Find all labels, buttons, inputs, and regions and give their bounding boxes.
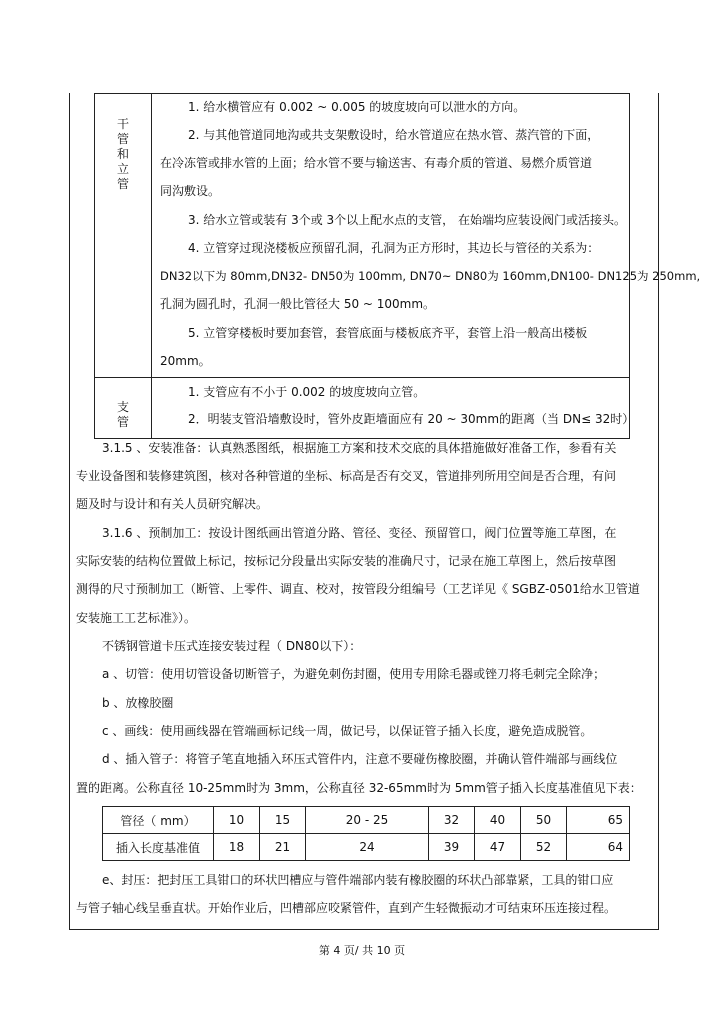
body-line: 不锈钢管道卡压式连接安装过程（ DN80以下）：: [102, 639, 362, 653]
body-line: 与管子轴心线呈垂直状。开始作业后，凹槽部应咬紧管件，直到产生轻微振动才可结束环压连接过程。: [76, 901, 617, 915]
trunk-line: 在冷冻管或排水管的上面；给水管不要与输送害、有毒介质的管道、易燃介质管道: [160, 156, 593, 170]
vertical-label-char: 管: [116, 132, 129, 146]
trunk-label: [113, 117, 133, 192]
table-header-cell: 50: [521, 807, 567, 834]
branch-line: 2．明装支管沿墙敷设时，管外皮距墙面应有 20 ~ 30mm的距离（当 DN≤ 32时）: [188, 412, 635, 426]
vertical-label-char: 干: [116, 117, 129, 131]
row-divider: [95, 377, 629, 378]
body-line: 实际安装的结构位置做上标记，按标记分段量出实际安装的准确尺寸，记录在施工草图上，然后按草图: [76, 554, 617, 568]
table-header-cell: 32: [428, 807, 474, 834]
branch-line: 1. 支管应有不小于 0.002 的坡度坡向立管。: [188, 385, 426, 399]
trunk-line: 4. 立管穿过现浇楼板应预留孔洞，孔洞为正方形时，其边长与管径的关系为：: [188, 241, 600, 255]
table-cell: 21: [260, 834, 306, 861]
table-cell: 18: [214, 834, 260, 861]
body-line: c 、画线：使用画线器在管端画标记线一周，做记号，以保证管子插入长度，避免造成脱管。: [102, 724, 593, 738]
table-header-cell: 65: [567, 807, 630, 834]
body-line: 安装施工工艺标准》）。: [76, 611, 197, 625]
vertical-label-char: 管: [116, 415, 129, 429]
table-cell: 52: [521, 834, 567, 861]
body-line: b 、放橡胶圈: [102, 696, 174, 710]
table-cell: 47: [474, 834, 520, 861]
table-cell: 24: [306, 834, 429, 861]
body-line: e、封压：把封压工具钳口的环状凹槽应与管件端部内装有橡胶圈的环状凸部靠紧，工具的钳口应: [102, 873, 614, 887]
table-header-cell: 15: [260, 807, 306, 834]
body-line: 置的距离。公称直径 10-25mm时为 3mm，公称直径 32-65mm时为 5mm管子插入长度基准值见下表：: [76, 781, 642, 795]
page-footer: 第 4 页/ 共 10 页: [318, 944, 406, 957]
insertion-length-table: [102, 806, 630, 861]
vertical-label-char: 管: [116, 177, 129, 191]
table-header-cell: 20 - 25: [306, 807, 429, 834]
trunk-line: 孔洞为圆孔时，孔洞一般比管径大 50 ~ 100mm。: [160, 297, 436, 311]
body-line: 专业设备图和装修建筑图，核对各种管道的坐标、标高是否有交叉，管道排列所用空间是否合理，有问: [76, 469, 617, 483]
column-divider: [151, 94, 152, 438]
trunk-line: 3. 给水立管或装有 3个或 3个以上配水点的支管， 在始端均应装设阀门或活接头。: [188, 213, 626, 227]
table-cell: 39: [428, 834, 474, 861]
vertical-label-char: 立: [116, 162, 129, 176]
trunk-line: 同沟敷设。: [160, 184, 221, 198]
body-line: 3.1.6 、预制加工：按设计图纸画出管道分路、管径、变径、预留管口，阀门位置等施工草图，在: [102, 526, 617, 540]
table-header-cell: 管径（ mm）: [103, 807, 214, 834]
table-cell: 64: [567, 834, 630, 861]
table-row: [103, 807, 630, 834]
vertical-label-char: 支: [116, 400, 129, 414]
table-row: [103, 834, 630, 861]
table-cell: 插入长度基准值: [103, 834, 214, 861]
trunk-line: DN32以下为 80mm,DN32- DN50为 100mm, DN70~ DN80为 160mm,DN100- DN125为 250mm,: [160, 269, 701, 283]
body-line: d 、插入管子：将管子笔直地插入环压式管件内，注意不要碰伤橡胶圈，并确认管件端部与画线位: [102, 752, 618, 766]
trunk-line: 5. 立管穿楼板时要加套管，套管底面与楼板底齐平，套管上沿一般高出楼板: [188, 326, 588, 340]
table-header-cell: 10: [214, 807, 260, 834]
trunk-line: 2. 与其他管道同地沟或共支架敷设时，给水管道应在热水管、蒸汽管的下面，: [188, 128, 600, 142]
table-header-cell: 40: [474, 807, 520, 834]
body-line: 3.1.5 、安装准备：认真熟悉图纸，根据施工方案和技术交底的具体措施做好准备工作，参看有关: [102, 441, 617, 455]
body-line: 题及时与设计和有关人员研究解决。: [76, 497, 269, 511]
body-line: 测得的尺寸预制加工（断管、上零件、调直、校对，按管段分组编号（工艺详见《 SGBZ-0501给水卫管道: [76, 582, 640, 596]
trunk-line: 1. 给水横管应有 0.002 ~ 0.005 的坡度坡向可以泄水的方向。: [188, 100, 526, 114]
branch-label: [113, 400, 133, 430]
vertical-label-char: 和: [116, 147, 129, 161]
body-line: a 、切管：使用切管设备切断管子，为避免刺伤封圈，使用专用除毛器或锉刀将毛刺完全除净；: [102, 667, 606, 681]
trunk-line: 20mm。: [160, 354, 211, 368]
